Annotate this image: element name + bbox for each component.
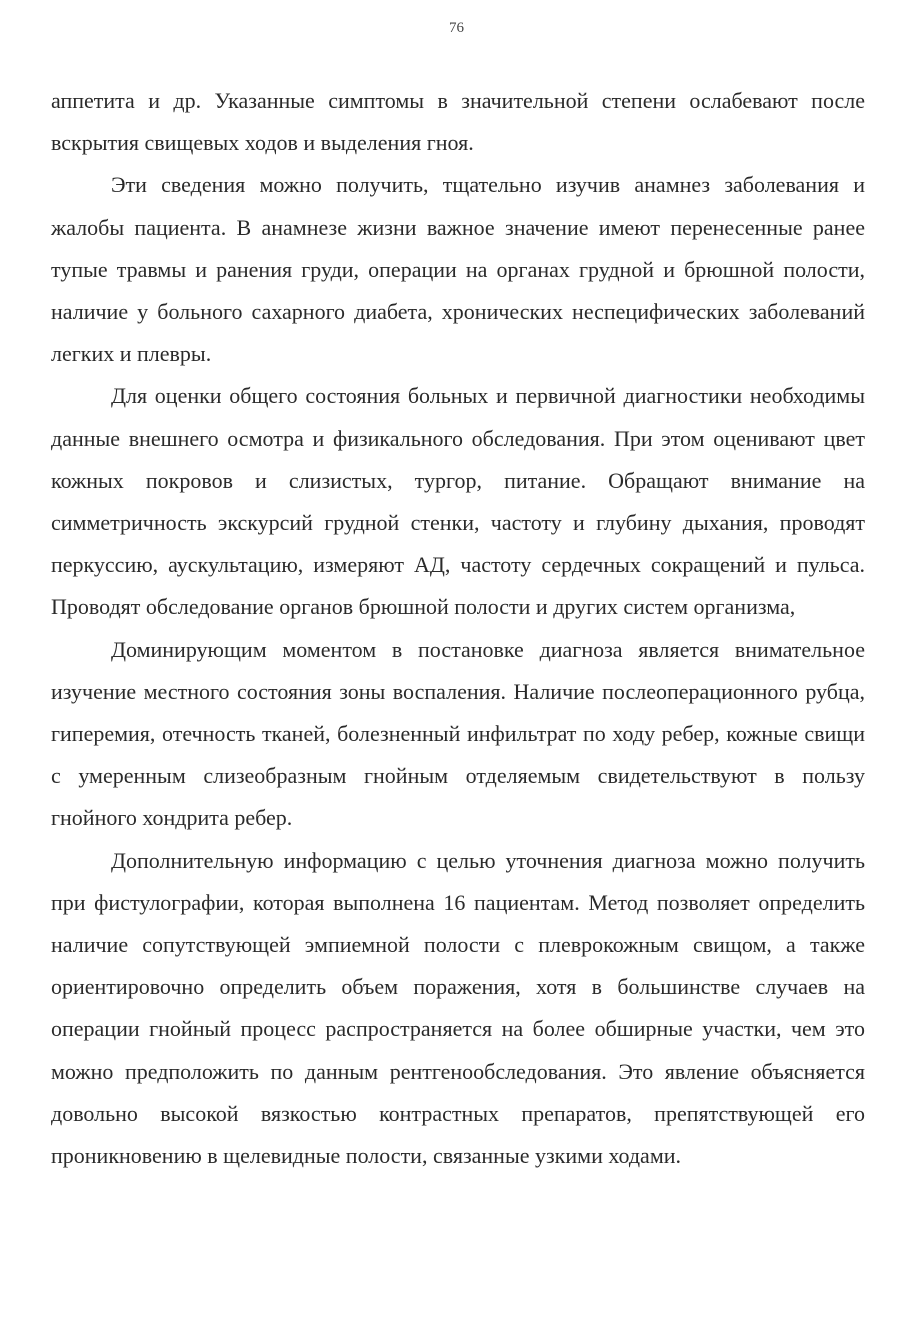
document-body (51, 80, 865, 1177)
page-number: 76 (449, 20, 464, 36)
paragraph-2: Эти сведения можно получить, тщательно изучив анамнез заболевания и жалобы пациента. В анамнезе жизни важное значение имеют перенесенные ранее тупые травмы и ранения груди, операции на органах грудной и брюшной полости, наличие у больного сахарного диабета, хронических неспецифических заболеваний легких и плевры. (51, 172, 865, 367)
paragraph-3: Для оценки общего состояния больных и первичной диагностики необходимы данные внешнего осмотра и физикального обследования. При этом оценивают цвет кожных покровов и слизистых, тургор, питание. Обращают внимание на симметричность экскурсий грудной стенки, частоту и глубину дыхания, проводят перкуссию, аускультацию, измеряют АД, частоту сердечных сокращений и пульса. Проводят обследование органов брюшной полости и других систем организма, (51, 383, 865, 620)
paragraph-4: Доминирующим моментом в постановке диагноза является внимательное изучение местного состояния зоны воспаления. Наличие послеоперационного рубца, гиперемия, отечность тканей, болезненный инфильтрат по ходу ребер, кожные свищи с умеренным слизеобразным гнойным отделяемым свидетельствуют в пользу гнойного хондрита ребер. (51, 636, 865, 831)
paragraph-1: аппетита и др. Указанные симптомы в значительной степени ослабевают после вскрытия свищевых ходов и выделения гноя. (51, 88, 865, 156)
paragraph-5: Дополнительную информацию с целью уточнения диагноза можно получить при фистулографии, которая выполнена 16 пациентам. Метод позволяет определить наличие сопутствующей эмпиемной полости с плеврокожным свищом, а также ориентировочно определить объем поражения, хотя в большинстве случаев на операции гнойный процесс распространяется на более обширные участки, чем это можно предположить по данным рентгенообследования. Это явление объясняется довольно высокой вязкостью контрастных препаратов, препятствующей его проникновению в щелевидные полости, связанные узкими ходами. (51, 847, 865, 1169)
